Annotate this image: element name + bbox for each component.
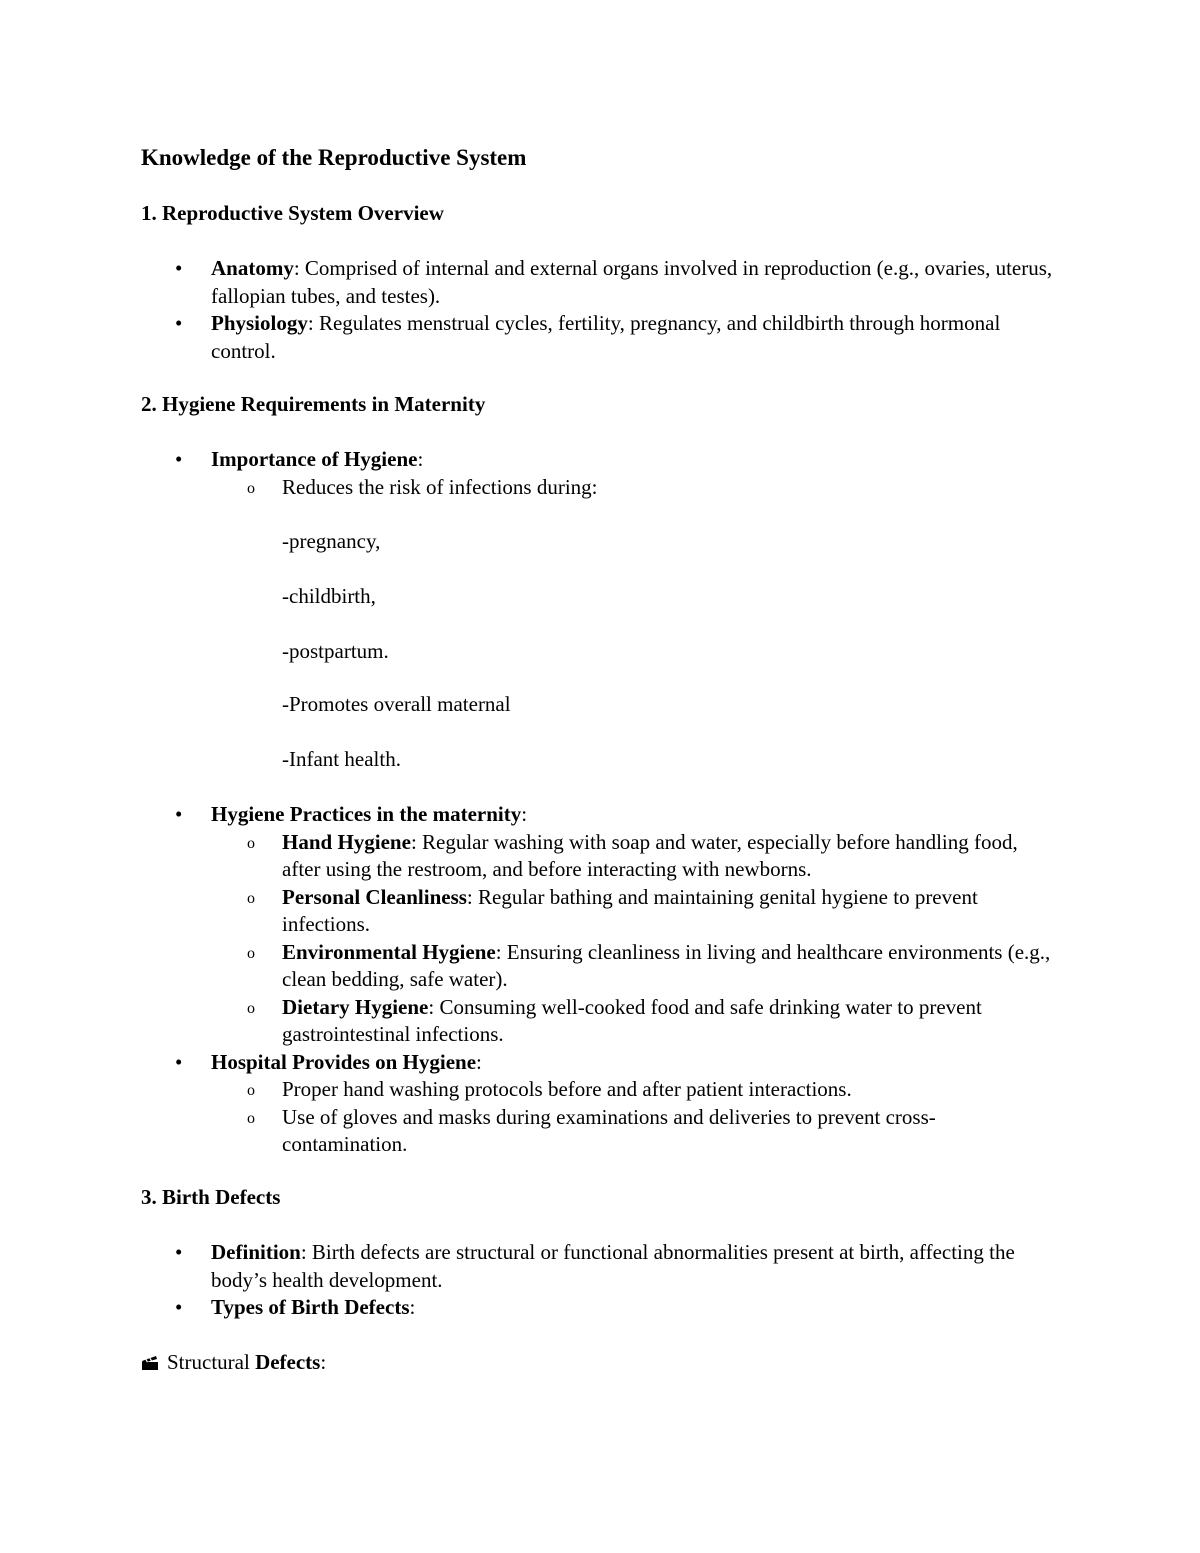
- sub-item-gloves-masks: [141, 1104, 1060, 1159]
- list-item-hospital: • Hospital Provides on Hygiene:: [141, 1049, 1060, 1077]
- sub-item-personal-cleanliness: [141, 884, 1060, 939]
- sub-item-dietary-hygiene: [141, 994, 1060, 1049]
- list-item-definition: [141, 1239, 1060, 1294]
- term-label: Definition: [211, 1240, 301, 1264]
- term-label: Hand Hygiene: [282, 829, 411, 854]
- term-label: Anatomy: [211, 256, 294, 280]
- sub-bullet-icon: o: [247, 944, 255, 962]
- risk-line-maternal: -Promotes overall maternal: [282, 692, 511, 716]
- structural-defects-line: Structural Defects:: [141, 1349, 1060, 1377]
- term-label: Dietary Hygiene: [282, 994, 429, 1019]
- sub-item-environmental-hygiene: [141, 939, 1060, 994]
- sub-bullet-icon: o: [247, 479, 255, 497]
- term-label: Importance of Hygiene: [211, 447, 418, 471]
- list-item-types: • Types of Birth Defects:: [141, 1294, 1060, 1322]
- bullet-icon: •: [175, 1049, 183, 1074]
- list-item-physiology: [141, 310, 1060, 365]
- bullet-icon: •: [175, 256, 183, 280]
- practices-list: [141, 801, 1060, 1159]
- importance-list: [141, 446, 1060, 501]
- sub-item-text: Reduces the risk of infections during:: [282, 474, 598, 499]
- sub-bullet-icon: o: [247, 1109, 255, 1127]
- term-text: : Consuming well-cooked food and safe drinking water to prevent gastrointestinal infections.: [282, 994, 982, 1046]
- structural-prefix: Structural: [167, 1350, 256, 1374]
- sub-bullet-icon: o: [247, 999, 255, 1017]
- bullet-icon: •: [175, 311, 183, 335]
- clapperboard-icon: [141, 1355, 159, 1371]
- term-text: : Regular washing with soap and water, especially before handling food, after using the restroom, and before interacting with newborns.: [282, 829, 1018, 881]
- sub-bullet-icon: o: [247, 834, 255, 852]
- bullet-icon: •: [175, 1295, 183, 1319]
- risk-line-postpartum: -postpartum.: [282, 639, 389, 663]
- bullet-icon: •: [175, 802, 183, 826]
- term-label: Types of Birth Defects: [211, 1295, 410, 1319]
- risk-line-pregnancy: -pregnancy,: [282, 529, 381, 553]
- section1-list: [141, 255, 1060, 365]
- section-heading-2: 2. Hygiene Requirements in Maternity: [141, 392, 486, 416]
- term-label: Hygiene Practices in the maternity: [211, 802, 522, 826]
- structural-bold: Defects: [255, 1350, 321, 1374]
- term-text: : Regular bathing and maintaining genital hygiene to prevent infections.: [282, 884, 978, 936]
- sub-item-hand-hygiene: [141, 829, 1060, 884]
- bullet-icon: •: [175, 447, 183, 471]
- sub-item-hand-washing: [141, 1076, 1060, 1104]
- list-item-importance: • Importance of Hygiene:: [141, 446, 1060, 474]
- section3-list: [141, 1239, 1060, 1322]
- term-label: Personal Cleanliness: [282, 884, 467, 909]
- section-heading-1: 1. Reproductive System Overview: [141, 201, 444, 225]
- sub-item-text: Use of gloves and masks during examinations and deliveries to prevent cross-contamination.: [282, 1104, 936, 1156]
- section-heading-3: 3. Birth Defects: [141, 1185, 281, 1209]
- list-item-practices: • Hygiene Practices in the maternity:: [141, 801, 1060, 829]
- bullet-icon: •: [175, 1240, 183, 1264]
- term-label: Environmental Hygiene: [282, 939, 496, 964]
- term-label: Hospital Provides on Hygiene: [211, 1049, 477, 1074]
- term-text: : Regulates menstrual cycles, fertility, pregnancy, and childbirth through hormonal control.: [211, 311, 1001, 363]
- term-label: Physiology: [211, 311, 308, 335]
- page-title: Knowledge of the Reproductive System: [141, 145, 527, 170]
- risk-line-childbirth: -childbirth,: [282, 584, 376, 608]
- list-item-anatomy: [141, 255, 1060, 310]
- term-text: : Birth defects are structural or functional abnormalities present at birth, affecting the body’s health development.: [211, 1240, 1015, 1292]
- risk-line-infant: -Infant health.: [282, 747, 401, 771]
- sub-item-text: Proper hand washing protocols before and after patient interactions.: [282, 1077, 852, 1101]
- sub-bullet-icon: o: [247, 1082, 255, 1099]
- sub-bullet-icon: o: [247, 889, 255, 907]
- term-text: : Ensuring cleanliness in living and healthcare environments (e.g., clean bedding, safe water).: [282, 939, 1051, 991]
- term-text: : Comprised of internal and external organs involved in reproduction (e.g., ovaries, uterus, fallopian tubes, and testes).: [211, 256, 1053, 308]
- sub-item-risk: [141, 474, 1060, 502]
